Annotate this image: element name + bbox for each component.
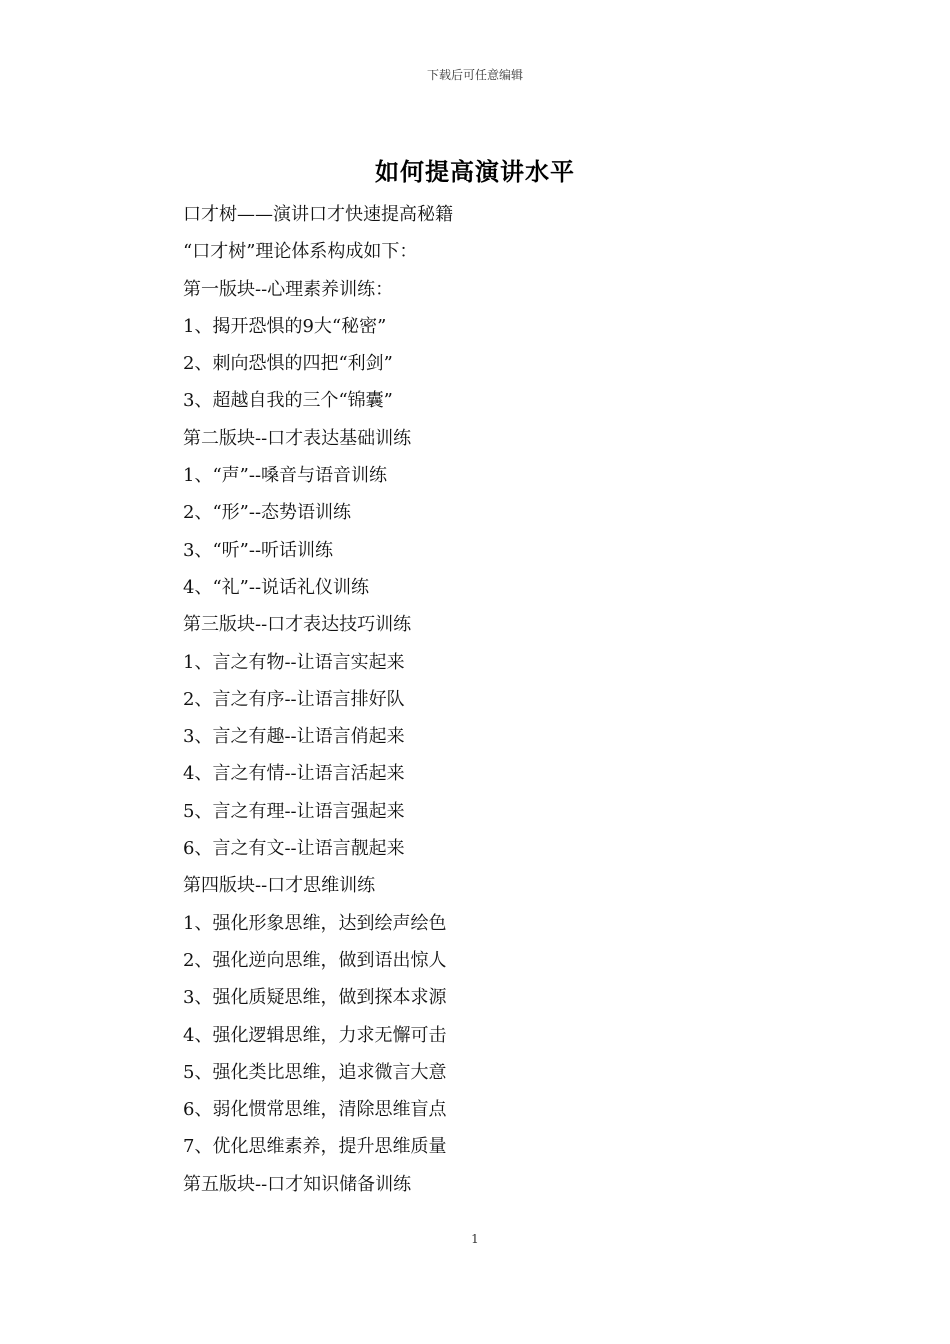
section-heading: 第二版块--口才表达基础训练 (183, 427, 412, 449)
list-item: 3、超越自我的三个“锦囊” (183, 390, 393, 412)
list-item: 1、“声”--嗓音与语音训练 (183, 465, 388, 487)
list-item: 5、言之有理--让语言强起来 (183, 800, 405, 822)
document-title: 如何提高演讲水平 (375, 157, 575, 186)
list-item: 4、言之有情--让语言活起来 (183, 763, 405, 785)
text-line: “口才树”理论体系构成如下： (183, 241, 418, 263)
page-header: 下载后可任意编辑 (426, 68, 523, 82)
section-heading: 第四版块--口才思维训练 (183, 875, 376, 897)
list-item: 2、言之有序--让语言排好队 (183, 688, 405, 710)
list-item: 1、揭开恐惧的9大“秘密” (183, 315, 387, 337)
section-heading: 第一版块--心理素养训练： (183, 278, 394, 300)
list-item: 2、刺向恐惧的四把“利剑” (183, 353, 393, 375)
list-item: 5、强化类比思维，追求微言大意 (183, 1061, 447, 1083)
list-item: 4、强化逻辑思维，力求无懈可击 (183, 1024, 447, 1046)
document-body (183, 196, 783, 1203)
list-item: 6、弱化惯常思维，清除思维盲点 (183, 1099, 447, 1121)
list-item: 1、强化形象思维，达到绘声绘色 (183, 912, 447, 934)
section-heading: 第三版块--口才表达技巧训练 (183, 614, 412, 636)
list-item: 6、言之有文--让语言靓起来 (183, 838, 405, 860)
section-heading: 第五版块--口才知识储备训练 (183, 1173, 412, 1195)
text-line: 口才树——演讲口才快速提高秘籍 (183, 204, 453, 225)
list-item: 4、“礼”--说话礼仪训练 (183, 576, 370, 598)
list-item: 3、强化质疑思维，做到探本求源 (183, 987, 447, 1009)
list-item: 2、强化逆向思维，做到语出惊人 (183, 949, 447, 971)
list-item: 1、言之有物--让语言实起来 (183, 651, 405, 673)
page-number: 1 (471, 1232, 479, 1246)
list-item: 3、“听”--听话训练 (183, 539, 334, 561)
list-item: 3、言之有趣--让语言俏起来 (183, 726, 405, 748)
list-item: 2、“形”--态势语训练 (183, 502, 352, 524)
list-item: 7、优化思维素养，提升思维质量 (183, 1136, 447, 1158)
